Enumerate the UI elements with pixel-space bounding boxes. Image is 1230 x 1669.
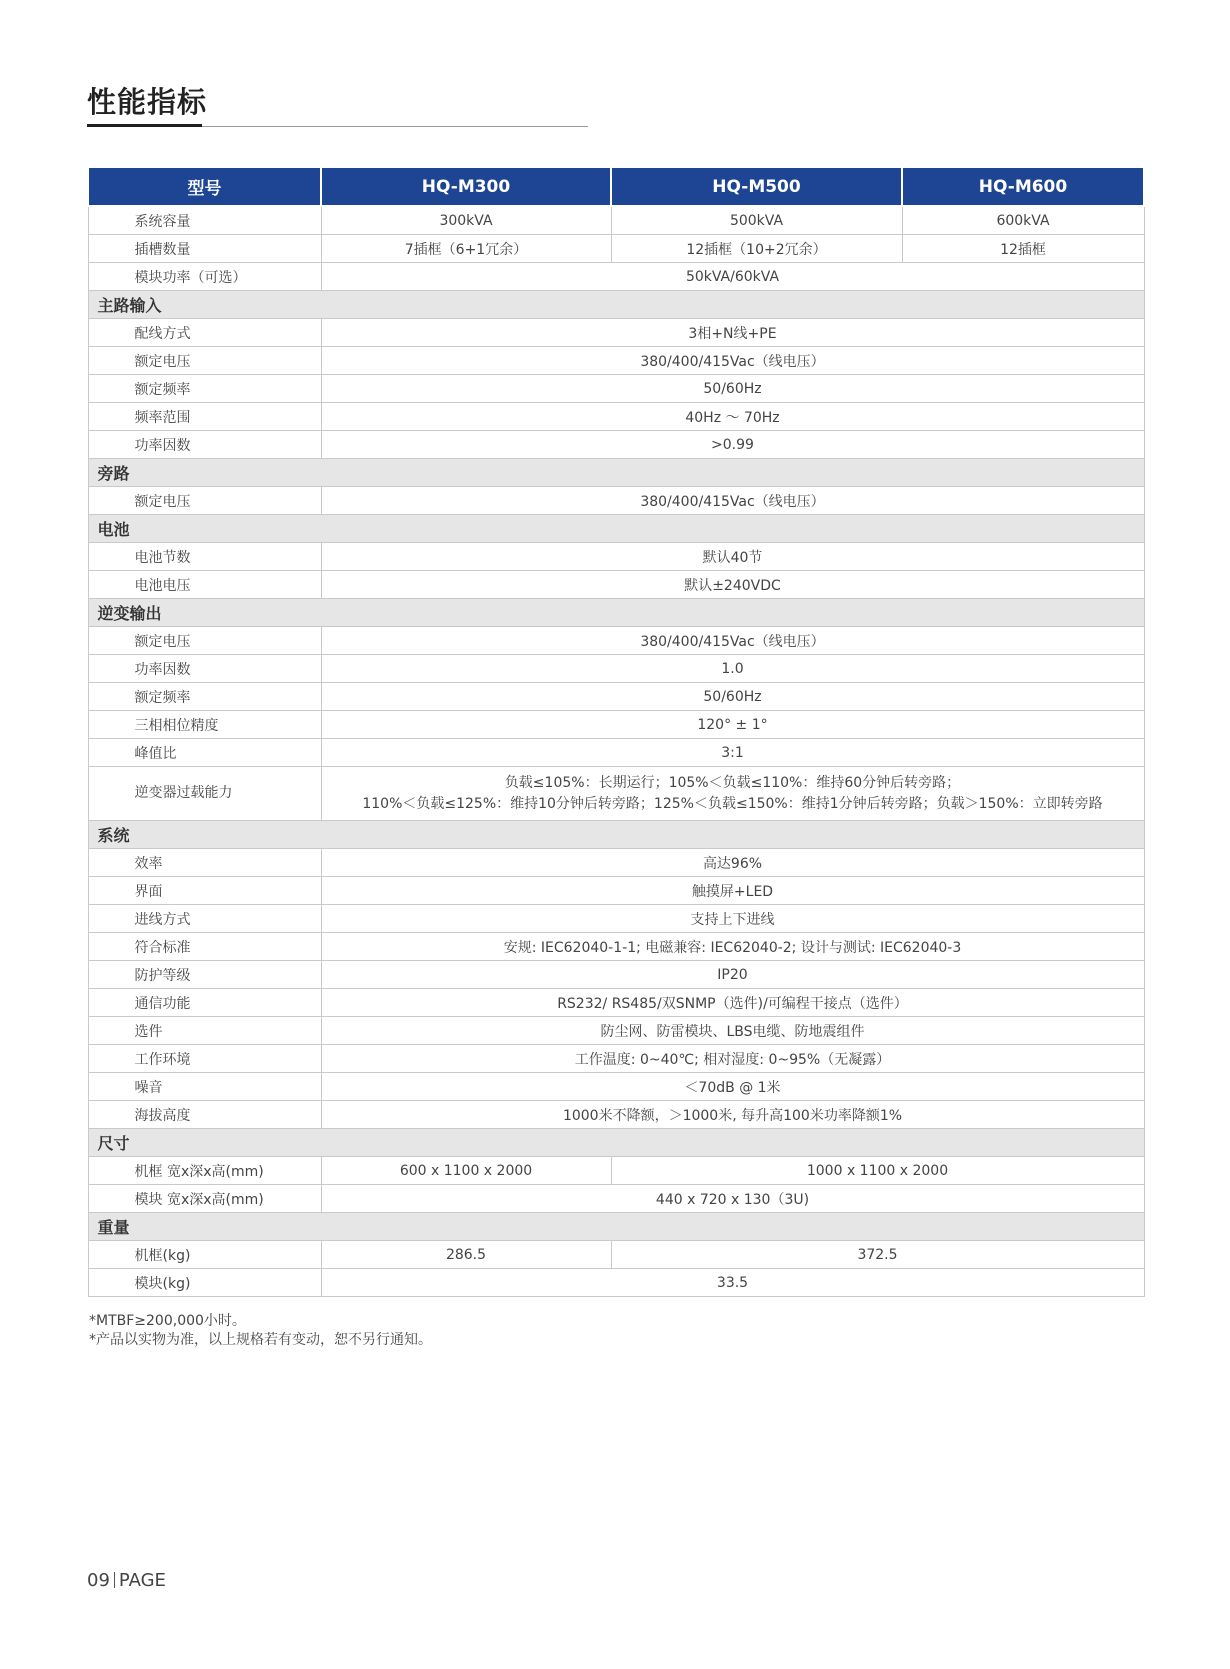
cell-value: 7插框（6+1冗余） xyxy=(321,235,611,263)
row-label: 插槽数量 xyxy=(88,235,321,263)
cell-value: 50/60Hz xyxy=(321,683,1144,711)
table-row xyxy=(88,767,1144,821)
table-row xyxy=(88,961,1144,989)
cell-value: 高达96% xyxy=(321,849,1144,877)
overload-line-1: 负载≤105%：长期运行；105%＜负载≤110%：维持60分钟后转旁路； xyxy=(504,774,961,791)
cell-value: 440 x 720 x 130（3U) xyxy=(321,1185,1144,1213)
cell-value: 600 x 1100 x 2000 xyxy=(321,1157,611,1185)
cell-value: 120° ± 1° xyxy=(321,711,1144,739)
cell-value: 安规: IEC62040-1-1; 电磁兼容: IEC62040-2; 设计与测试: IEC62040-3 xyxy=(321,933,1144,961)
cell-value: 372.5 xyxy=(611,1241,1144,1269)
row-label: 模块功率（可选） xyxy=(88,263,321,291)
table-row xyxy=(88,849,1144,877)
cell-value: 50/60Hz xyxy=(321,375,1144,403)
page-number xyxy=(87,1570,166,1591)
section-row xyxy=(88,459,1144,487)
section-system: 系统 xyxy=(88,821,1144,849)
cell-value: 工作温度: 0~40℃; 相对湿度: 0~95%（无凝露） xyxy=(321,1045,1144,1073)
cell-value: 触摸屏+LED xyxy=(321,877,1144,905)
row-label: 系统容量 xyxy=(88,206,321,235)
table-row xyxy=(88,739,1144,767)
table-row xyxy=(88,1241,1144,1269)
table-row xyxy=(88,319,1144,347)
table-row xyxy=(88,403,1144,431)
cell-value: 600kVA xyxy=(902,206,1144,235)
cell-value: IP20 xyxy=(321,961,1144,989)
overload-line-2: 110%＜负载≤125%：维持10分钟后转旁路；125%＜负载≤150%：维持1分钟后转旁路；负载＞150%：立即转旁路 xyxy=(362,795,1103,812)
row-label: 额定频率 xyxy=(88,683,321,711)
table-row xyxy=(88,711,1144,739)
cell-value: 1000 x 1100 x 2000 xyxy=(611,1157,1144,1185)
table-row xyxy=(88,1073,1144,1101)
table-row xyxy=(88,206,1144,235)
cell-value: 380/400/415Vac（线电压） xyxy=(321,627,1144,655)
cell-value: 1.0 xyxy=(321,655,1144,683)
table-row xyxy=(88,655,1144,683)
table-row xyxy=(88,431,1144,459)
table-row xyxy=(88,347,1144,375)
page-divider xyxy=(114,1572,115,1588)
cell-value: 防尘网、防雷模块、LBS电缆、防地震组件 xyxy=(321,1017,1144,1045)
header-model: 型号 xyxy=(88,168,321,206)
table-row xyxy=(88,1185,1144,1213)
row-label: 额定频率 xyxy=(88,375,321,403)
section-dimensions: 尺寸 xyxy=(88,1129,1144,1157)
table-row xyxy=(88,1101,1144,1129)
footnote-disclaimer: *产品以实物为准，以上规格若有变动，恕不另行通知。 xyxy=(89,1332,432,1348)
cell-value: 默认±240VDC xyxy=(321,571,1144,599)
cell-value: >0.99 xyxy=(321,431,1144,459)
row-label: 选件 xyxy=(88,1017,321,1045)
section-bypass: 旁路 xyxy=(88,459,1144,487)
row-label: 电池节数 xyxy=(88,543,321,571)
section-row xyxy=(88,515,1144,543)
row-label: 界面 xyxy=(88,877,321,905)
row-label: 峰值比 xyxy=(88,739,321,767)
cell-value: 默认40节 xyxy=(321,543,1144,571)
header-hq-m500: HQ-M500 xyxy=(611,168,902,206)
section-row xyxy=(88,599,1144,627)
section-row xyxy=(88,1129,1144,1157)
table-row xyxy=(88,571,1144,599)
row-label: 符合标准 xyxy=(88,933,321,961)
cell-value: 40Hz ～ 70Hz xyxy=(321,403,1144,431)
row-label: 噪音 xyxy=(88,1073,321,1101)
row-label: 机框(kg) xyxy=(88,1241,321,1269)
cell-value: 12插框 xyxy=(902,235,1144,263)
table-row xyxy=(88,1017,1144,1045)
row-label: 频率范围 xyxy=(88,403,321,431)
page-title: 性能指标 xyxy=(87,85,208,119)
cell-value: ＜70dB @ 1米 xyxy=(321,1073,1144,1101)
table-row xyxy=(88,989,1144,1017)
cell-value: 1000米不降额，＞1000米, 每升高100米功率降额1% xyxy=(321,1101,1144,1129)
cell-value xyxy=(321,767,1144,821)
table-row xyxy=(88,1269,1144,1297)
section-row xyxy=(88,821,1144,849)
row-label: 额定电压 xyxy=(88,627,321,655)
cell-value: 33.5 xyxy=(321,1269,1144,1297)
row-label: 效率 xyxy=(88,849,321,877)
page-number-value: 09 xyxy=(87,1570,110,1591)
row-label: 功率因数 xyxy=(88,431,321,459)
table-row xyxy=(88,375,1144,403)
table-row xyxy=(88,683,1144,711)
row-label: 进线方式 xyxy=(88,905,321,933)
row-label: 机框 宽x深x高(mm) xyxy=(88,1157,321,1185)
table-row xyxy=(88,263,1144,291)
cell-value: 286.5 xyxy=(321,1241,611,1269)
section-main-input: 主路输入 xyxy=(88,291,1144,319)
table-row xyxy=(88,1157,1144,1185)
footnote-mtbf: *MTBF≥200,000小时。 xyxy=(89,1313,246,1329)
row-label: 逆变器过载能力 xyxy=(88,767,321,821)
section-weight: 重量 xyxy=(88,1213,1144,1241)
row-label: 模块(kg) xyxy=(88,1269,321,1297)
row-label: 工作环境 xyxy=(88,1045,321,1073)
row-label: 额定电压 xyxy=(88,487,321,515)
row-label: 电池电压 xyxy=(88,571,321,599)
row-label: 配线方式 xyxy=(88,319,321,347)
spec-table xyxy=(87,168,1145,1297)
cell-value: 380/400/415Vac（线电压） xyxy=(321,347,1144,375)
row-label: 海拔高度 xyxy=(88,1101,321,1129)
cell-value: 3:1 xyxy=(321,739,1144,767)
page-label: PAGE xyxy=(118,1570,166,1591)
table-row xyxy=(88,933,1144,961)
cell-value: 300kVA xyxy=(321,206,611,235)
table-row xyxy=(88,877,1144,905)
header-hq-m300: HQ-M300 xyxy=(321,168,611,206)
row-label: 额定电压 xyxy=(88,347,321,375)
title-rule-accent xyxy=(87,124,202,127)
table-row xyxy=(88,905,1144,933)
header-row xyxy=(88,168,1144,206)
cell-value: 50kVA/60kVA xyxy=(321,263,1144,291)
row-label: 通信功能 xyxy=(88,989,321,1017)
section-row xyxy=(88,1213,1144,1241)
footnotes xyxy=(89,1312,432,1350)
section-row xyxy=(88,291,1144,319)
cell-value: 12插框（10+2冗余） xyxy=(611,235,902,263)
table-row xyxy=(88,1045,1144,1073)
row-label: 模块 宽x深x高(mm) xyxy=(88,1185,321,1213)
table-row xyxy=(88,235,1144,263)
cell-value: 380/400/415Vac（线电压） xyxy=(321,487,1144,515)
cell-value: RS232/ RS485/双SNMP（选件)/可编程干接点（选件） xyxy=(321,989,1144,1017)
cell-value: 500kVA xyxy=(611,206,902,235)
cell-value: 支持上下进线 xyxy=(321,905,1144,933)
cell-value: 3相+N线+PE xyxy=(321,319,1144,347)
row-label: 功率因数 xyxy=(88,655,321,683)
section-inverter-output: 逆变输出 xyxy=(88,599,1144,627)
row-label: 防护等级 xyxy=(88,961,321,989)
row-label: 三相相位精度 xyxy=(88,711,321,739)
table-row xyxy=(88,487,1144,515)
section-battery: 电池 xyxy=(88,515,1144,543)
table-row xyxy=(88,627,1144,655)
header-hq-m600: HQ-M600 xyxy=(902,168,1144,206)
table-row xyxy=(88,543,1144,571)
